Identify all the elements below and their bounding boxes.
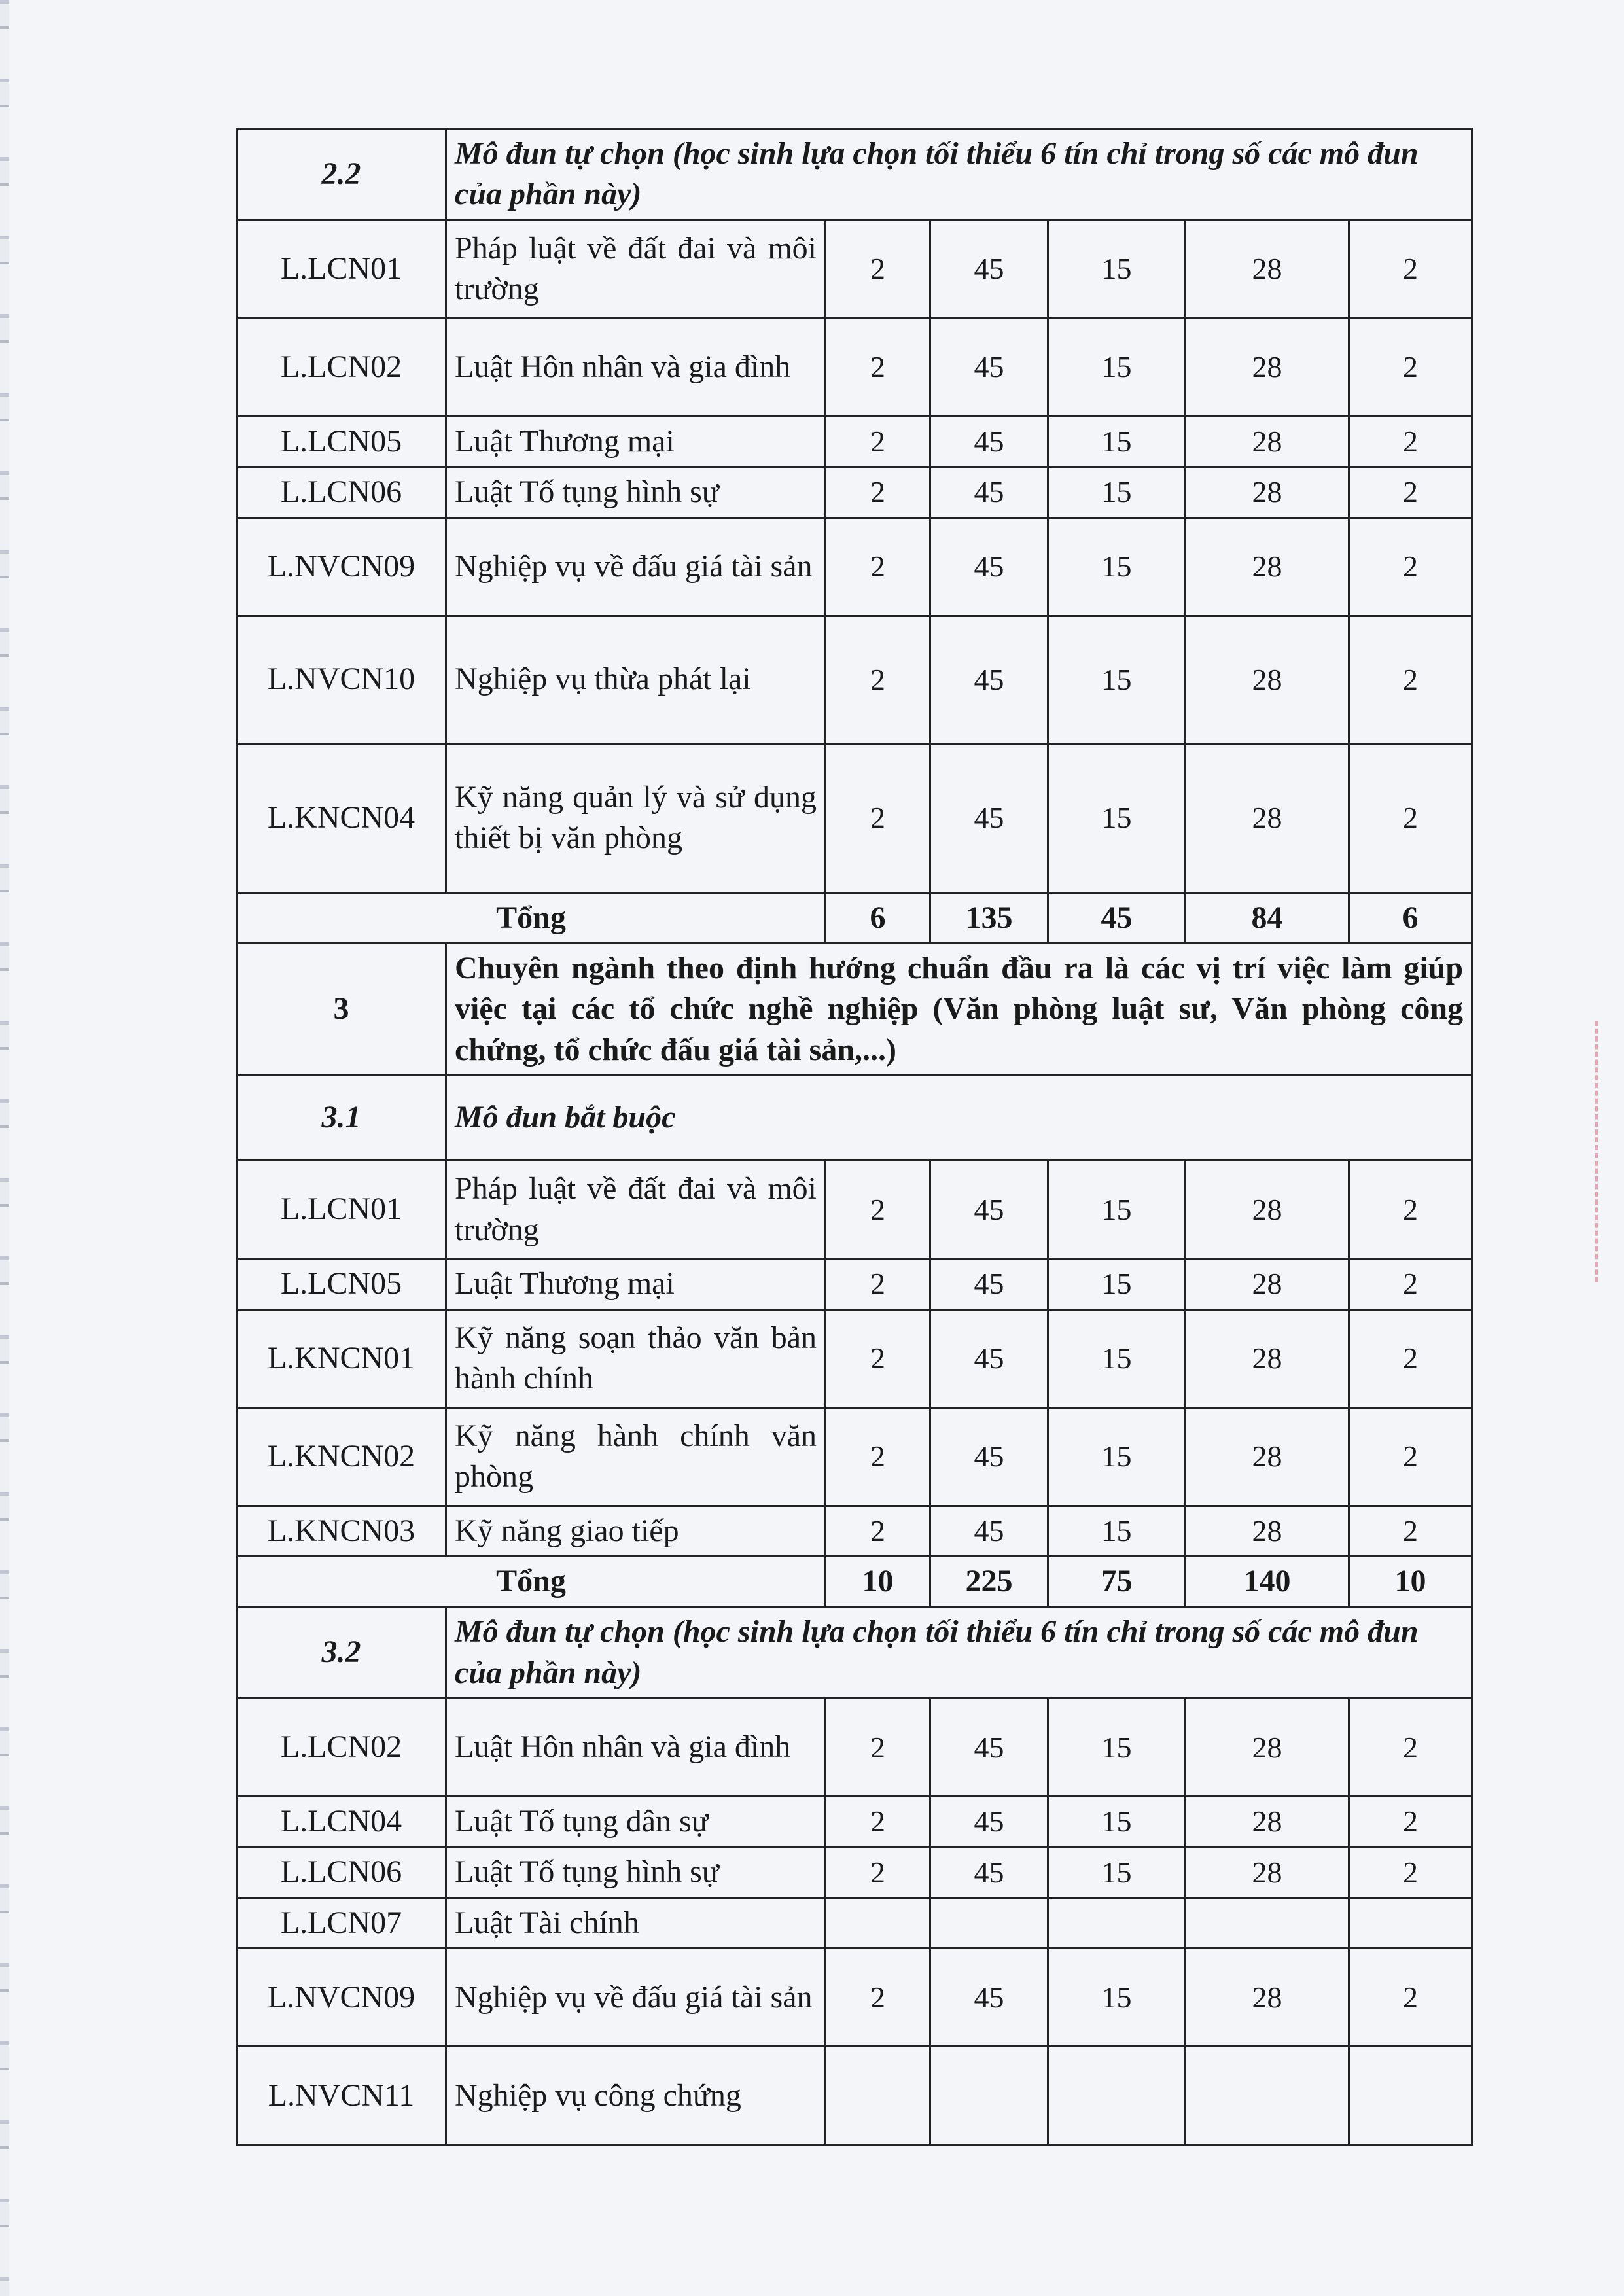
module-name: Luật Tố tụng dân sự <box>446 1797 826 1847</box>
theory-hours-cell: 15 <box>1048 1949 1186 2047</box>
section-title: Chuyên ngành theo định hướng chuẩn đầu ra là các vị trí việc làm giúp việc tại các tổ chức nghề nghiệp (Văn phòng luật sư, Văn phòng công chứng, tổ chức đấu giá tài sản,...) <box>446 943 1472 1075</box>
total-hours: 225 <box>930 1556 1048 1606</box>
theory-hours-cell: 15 <box>1048 220 1186 318</box>
practice-hours-cell: 28 <box>1186 616 1349 743</box>
total-theory: 45 <box>1048 892 1186 943</box>
curriculum-table-body <box>237 129 1472 2145</box>
module-name: Luật Tố tụng hình sự <box>446 1847 826 1898</box>
practice-hours-cell: 28 <box>1186 743 1349 892</box>
exam-hours-cell: 2 <box>1349 1847 1472 1898</box>
exam-hours-cell: 2 <box>1349 743 1472 892</box>
exam-hours-cell: 2 <box>1349 318 1472 416</box>
total-credits: 6 <box>826 892 930 943</box>
practice-hours-cell: 28 <box>1186 1847 1349 1898</box>
theory-hours-cell: 15 <box>1048 518 1186 616</box>
exam-hours-cell: 2 <box>1349 467 1472 518</box>
module-code: L.LCN05 <box>237 1259 446 1309</box>
exam-hours-cell: 2 <box>1349 1407 1472 1506</box>
theory-hours-cell: 15 <box>1048 1161 1186 1259</box>
stamp-edge-mark <box>1595 1021 1624 1282</box>
credits-cell: 2 <box>826 318 930 416</box>
exam-hours-cell: 2 <box>1349 518 1472 616</box>
module-code: L.LCN06 <box>237 467 446 518</box>
total-hours-cell <box>930 2047 1048 2145</box>
practice-hours-cell: 28 <box>1186 1506 1349 1556</box>
practice-hours-cell: 28 <box>1186 518 1349 616</box>
practice-hours-cell: 28 <box>1186 1161 1349 1259</box>
module-code: L.NVCN11 <box>237 2047 446 2145</box>
module-code: L.LCN02 <box>237 1699 446 1797</box>
total-hours-cell: 45 <box>930 616 1048 743</box>
credits-cell: 2 <box>826 1407 930 1506</box>
practice-hours-cell <box>1186 2047 1349 2145</box>
total-hours-cell: 45 <box>930 743 1048 892</box>
module-code: L.KNCN03 <box>237 1506 446 1556</box>
scan-edge-artifact <box>0 0 9 2296</box>
practice-hours-cell: 28 <box>1186 416 1349 467</box>
total-hours-cell: 45 <box>930 467 1048 518</box>
module-code: L.NVCN09 <box>237 518 446 616</box>
exam-hours-cell: 2 <box>1349 220 1472 318</box>
module-row <box>237 743 1472 892</box>
module-name: Nghiệp vụ về đấu giá tài sản <box>446 1949 826 2047</box>
module-code: L.LCN02 <box>237 318 446 416</box>
theory-hours-cell <box>1048 1898 1186 1948</box>
practice-hours-cell: 28 <box>1186 1699 1349 1797</box>
total-hours-cell: 45 <box>930 1506 1048 1556</box>
module-code: L.LCN06 <box>237 1847 446 1898</box>
module-code: L.NVCN10 <box>237 616 446 743</box>
total-credits: 10 <box>826 1556 930 1606</box>
module-row <box>237 1699 1472 1797</box>
module-row <box>237 467 1472 518</box>
curriculum-table <box>236 128 1473 2146</box>
credits-cell: 2 <box>826 416 930 467</box>
credits-cell: 2 <box>826 1259 930 1309</box>
total-row <box>237 892 1472 943</box>
section-title: Mô đun bắt buộc <box>446 1076 1472 1161</box>
theory-hours-cell <box>1048 2047 1186 2145</box>
exam-hours-cell: 2 <box>1349 1309 1472 1407</box>
theory-hours-cell: 15 <box>1048 616 1186 743</box>
credits-cell: 2 <box>826 616 930 743</box>
credits-cell: 2 <box>826 1506 930 1556</box>
total-exam: 10 <box>1349 1556 1472 1606</box>
module-code: L.KNCN02 <box>237 1407 446 1506</box>
module-row <box>237 1309 1472 1407</box>
total-hours-cell: 45 <box>930 1699 1048 1797</box>
total-hours-cell: 45 <box>930 416 1048 467</box>
total-hours-cell: 45 <box>930 1259 1048 1309</box>
module-row <box>237 318 1472 416</box>
practice-hours-cell: 28 <box>1186 1949 1349 2047</box>
theory-hours-cell: 15 <box>1048 1699 1186 1797</box>
theory-hours-cell: 15 <box>1048 743 1186 892</box>
credits-cell: 2 <box>826 1309 930 1407</box>
total-row <box>237 1556 1472 1606</box>
module-name: Kỹ năng hành chính văn phòng <box>446 1407 826 1506</box>
section-number: 3.2 <box>237 1607 446 1699</box>
practice-hours-cell: 28 <box>1186 1407 1349 1506</box>
module-row <box>237 1506 1472 1556</box>
credits-cell: 2 <box>826 467 930 518</box>
theory-hours-cell: 15 <box>1048 416 1186 467</box>
module-code: L.NVCN09 <box>237 1949 446 2047</box>
module-row <box>237 220 1472 318</box>
total-hours: 135 <box>930 892 1048 943</box>
exam-hours-cell: 2 <box>1349 1259 1472 1309</box>
module-row <box>237 416 1472 467</box>
theory-hours-cell: 15 <box>1048 318 1186 416</box>
module-name: Luật Hôn nhân và gia đình <box>446 1699 826 1797</box>
credits-cell: 2 <box>826 1949 930 2047</box>
credits-cell <box>826 2047 930 2145</box>
module-name: Luật Tài chính <box>446 1898 826 1948</box>
exam-hours-cell: 2 <box>1349 1949 1472 2047</box>
module-code: L.LCN05 <box>237 416 446 467</box>
exam-hours-cell <box>1349 1898 1472 1948</box>
section-header-row <box>237 1607 1472 1699</box>
exam-hours-cell: 2 <box>1349 416 1472 467</box>
total-hours-cell: 45 <box>930 220 1048 318</box>
total-hours-cell: 45 <box>930 1949 1048 2047</box>
module-row <box>237 1407 1472 1506</box>
module-name: Kỹ năng soạn thảo văn bản hành chính <box>446 1309 826 1407</box>
module-name: Kỹ năng quản lý và sử dụng thiết bị văn phòng <box>446 743 826 892</box>
module-name: Luật Thương mại <box>446 1259 826 1309</box>
credits-cell: 2 <box>826 518 930 616</box>
module-code: L.LCN07 <box>237 1898 446 1948</box>
module-row <box>237 518 1472 616</box>
credits-cell: 2 <box>826 1699 930 1797</box>
credits-cell <box>826 1898 930 1948</box>
module-name: Luật Thương mại <box>446 416 826 467</box>
theory-hours-cell: 15 <box>1048 1259 1186 1309</box>
exam-hours-cell: 2 <box>1349 1699 1472 1797</box>
total-practice: 84 <box>1186 892 1349 943</box>
exam-hours-cell: 2 <box>1349 1506 1472 1556</box>
section-number: 2.2 <box>237 129 446 221</box>
section-header-row <box>237 1076 1472 1161</box>
module-name: Nghiệp vụ về đấu giá tài sản <box>446 518 826 616</box>
total-exam: 6 <box>1349 892 1472 943</box>
module-row <box>237 1259 1472 1309</box>
module-row <box>237 1898 1472 1948</box>
theory-hours-cell: 15 <box>1048 1847 1186 1898</box>
total-hours-cell: 45 <box>930 1161 1048 1259</box>
practice-hours-cell: 28 <box>1186 318 1349 416</box>
module-name: Nghiệp vụ công chứng <box>446 2047 826 2145</box>
theory-hours-cell: 15 <box>1048 467 1186 518</box>
module-name: Nghiệp vụ thừa phát lại <box>446 616 826 743</box>
credits-cell: 2 <box>826 1161 930 1259</box>
total-hours-cell: 45 <box>930 1407 1048 1506</box>
total-hours-cell: 45 <box>930 1797 1048 1847</box>
module-row <box>237 2047 1472 2145</box>
exam-hours-cell: 2 <box>1349 616 1472 743</box>
theory-hours-cell: 15 <box>1048 1309 1186 1407</box>
module-row <box>237 1797 1472 1847</box>
module-code: L.LCN01 <box>237 220 446 318</box>
exam-hours-cell: 2 <box>1349 1797 1472 1847</box>
total-theory: 75 <box>1048 1556 1186 1606</box>
module-name: Kỹ năng giao tiếp <box>446 1506 826 1556</box>
module-code: L.LCN01 <box>237 1161 446 1259</box>
practice-hours-cell: 28 <box>1186 467 1349 518</box>
total-hours-cell: 45 <box>930 318 1048 416</box>
module-code: L.KNCN04 <box>237 743 446 892</box>
module-row <box>237 1847 1472 1898</box>
total-hours-cell: 45 <box>930 1309 1048 1407</box>
practice-hours-cell: 28 <box>1186 1259 1349 1309</box>
section-number: 3.1 <box>237 1076 446 1161</box>
module-row <box>237 1949 1472 2047</box>
total-label: Tổng <box>237 892 826 943</box>
theory-hours-cell: 15 <box>1048 1506 1186 1556</box>
practice-hours-cell: 28 <box>1186 1797 1349 1847</box>
section-title: Mô đun tự chọn (học sinh lựa chọn tối thiểu 6 tín chỉ trong số các mô đun của phần này) <box>446 1607 1472 1699</box>
module-name: Luật Tố tụng hình sự <box>446 467 826 518</box>
module-name: Pháp luật về đất đai và môi trường <box>446 220 826 318</box>
total-hours-cell: 45 <box>930 518 1048 616</box>
module-row <box>237 616 1472 743</box>
section-header-row <box>237 943 1472 1075</box>
module-code: L.KNCN01 <box>237 1309 446 1407</box>
credits-cell: 2 <box>826 220 930 318</box>
credits-cell: 2 <box>826 1797 930 1847</box>
credits-cell: 2 <box>826 1847 930 1898</box>
module-name: Pháp luật về đất đai và môi trường <box>446 1161 826 1259</box>
module-name: Luật Hôn nhân và gia đình <box>446 318 826 416</box>
section-number: 3 <box>237 943 446 1075</box>
total-hours-cell <box>930 1898 1048 1948</box>
module-code: L.LCN04 <box>237 1797 446 1847</box>
credits-cell: 2 <box>826 743 930 892</box>
exam-hours-cell <box>1349 2047 1472 2145</box>
section-title: Mô đun tự chọn (học sinh lựa chọn tối thiểu 6 tín chỉ trong số các mô đun của phần này) <box>446 129 1472 221</box>
practice-hours-cell <box>1186 1898 1349 1948</box>
theory-hours-cell: 15 <box>1048 1407 1186 1506</box>
theory-hours-cell: 15 <box>1048 1797 1186 1847</box>
practice-hours-cell: 28 <box>1186 220 1349 318</box>
module-row <box>237 1161 1472 1259</box>
exam-hours-cell: 2 <box>1349 1161 1472 1259</box>
practice-hours-cell: 28 <box>1186 1309 1349 1407</box>
total-hours-cell: 45 <box>930 1847 1048 1898</box>
total-practice: 140 <box>1186 1556 1349 1606</box>
total-label: Tổng <box>237 1556 826 1606</box>
section-header-row <box>237 129 1472 221</box>
